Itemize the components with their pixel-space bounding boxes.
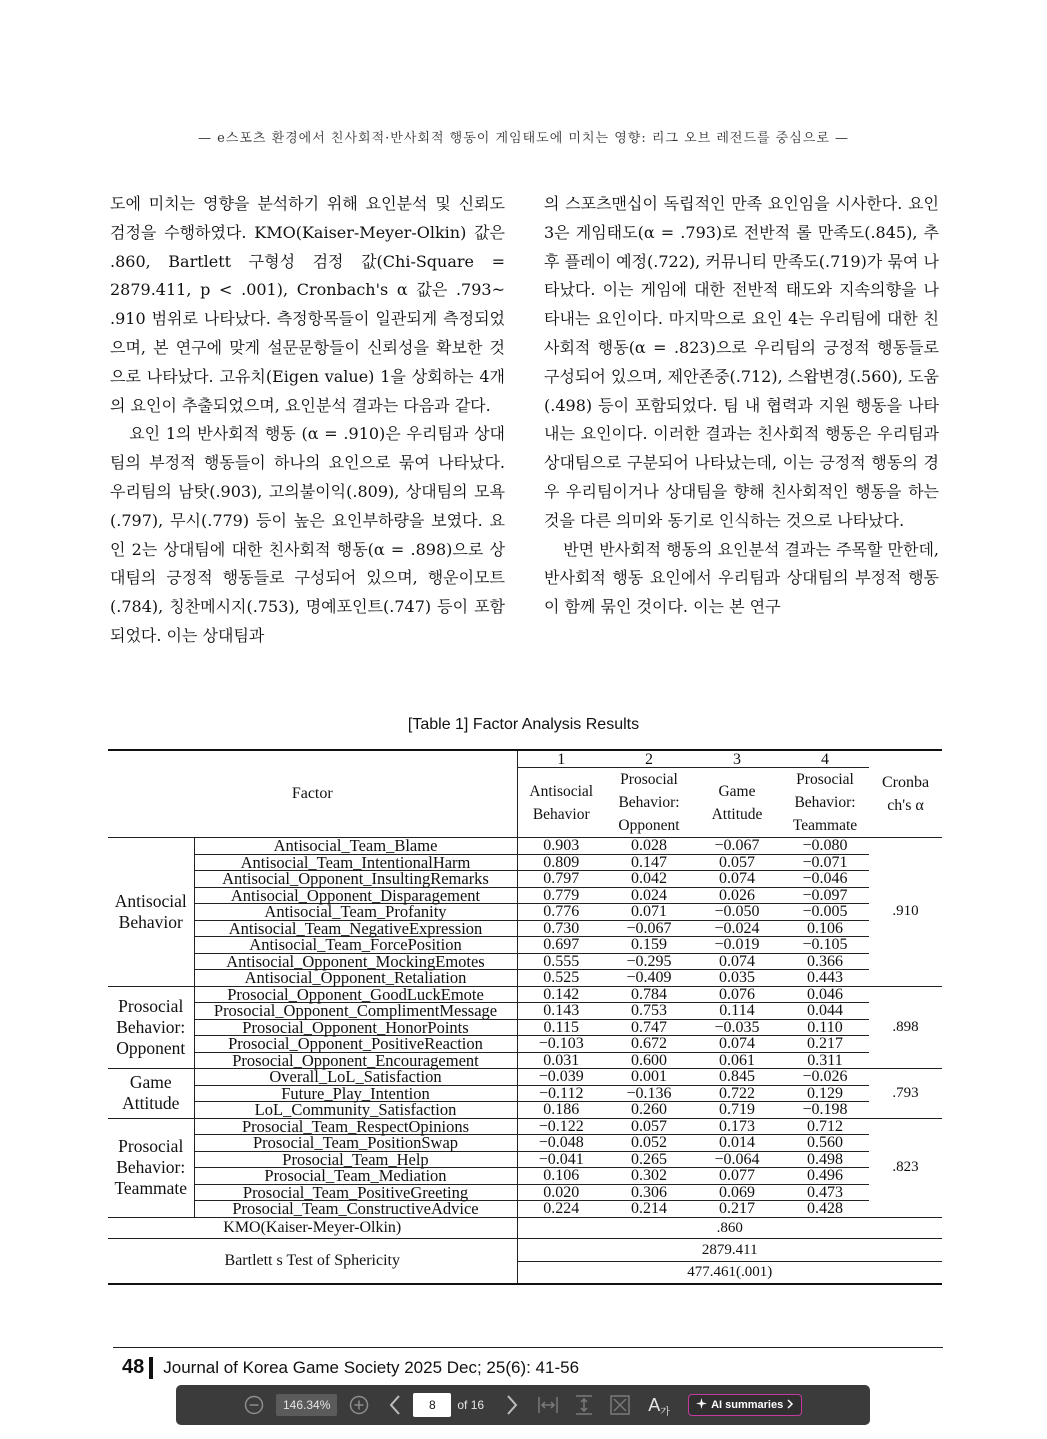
loading-value: −0.409 (605, 970, 693, 987)
table-caption: [Table 1] Factor Analysis Results (407, 716, 640, 733)
loading-value: 0.186 (517, 1102, 605, 1119)
group-label-line: Prosocial (118, 1136, 184, 1156)
loading-value: −0.071 (781, 854, 869, 871)
chevron-right-icon (787, 1399, 794, 1412)
loading-value: 0.555 (517, 953, 605, 970)
loading-value: 0.042 (605, 871, 693, 888)
item-label: Prosocial_Opponent_HonorPoints (194, 1019, 517, 1036)
loading-value: 0.525 (517, 970, 605, 987)
loading-value: −0.097 (781, 887, 869, 904)
factor-group-label (108, 1118, 194, 1217)
loading-value: 0.074 (693, 1036, 781, 1053)
item-label: Antisocial_Opponent_Retaliation (194, 970, 517, 987)
factor-name-line: Attitude (711, 805, 763, 823)
item-label: Prosocial_Team_PositionSwap (194, 1135, 517, 1152)
table-row (108, 887, 942, 904)
alpha-header-line: Cronba (881, 774, 930, 791)
loading-value: 0.217 (781, 1036, 869, 1053)
loading-value: 0.031 (517, 1052, 605, 1069)
zoom-out-icon[interactable] (242, 1393, 266, 1417)
loading-value: 0.473 (781, 1184, 869, 1201)
item-label: Antisocial_Opponent_Disparagement (194, 887, 517, 904)
item-label: Overall_LoL_Satisfaction (194, 1069, 517, 1086)
loading-value: 0.311 (781, 1052, 869, 1069)
table-row (108, 904, 942, 921)
factor-name-line: Behavior: (794, 794, 856, 811)
page-total: of 16 (457, 1398, 485, 1412)
loading-value: 0.428 (781, 1201, 869, 1218)
prev-page-icon[interactable] (383, 1393, 407, 1417)
item-label: LoL_Community_Satisfaction (194, 1102, 517, 1119)
loading-value: −0.122 (517, 1118, 605, 1135)
table-row (108, 871, 942, 888)
loading-value: 0.074 (693, 871, 781, 888)
loading-value: 0.260 (605, 1102, 693, 1119)
loading-value: −0.046 (781, 871, 869, 888)
loading-value: 0.076 (693, 986, 781, 1003)
loading-value: −0.067 (605, 920, 693, 937)
item-label: Prosocial_Team_Help (194, 1151, 517, 1168)
loading-value: −0.136 (605, 1085, 693, 1102)
loading-value: 0.114 (693, 1003, 781, 1020)
loading-value: 0.600 (605, 1052, 693, 1069)
loading-value: 0.722 (693, 1085, 781, 1102)
loading-value: 0.057 (693, 854, 781, 871)
factor-number-header: 4 (781, 750, 869, 768)
loading-value: 0.071 (605, 904, 693, 921)
bartlett-row (108, 1238, 942, 1261)
loading-value: −0.198 (781, 1102, 869, 1119)
factor-name-header (605, 768, 693, 838)
loading-value: 0.020 (517, 1184, 605, 1201)
item-label: Antisocial_Opponent_InsultingRemarks (194, 871, 517, 888)
fit-page-icon[interactable] (608, 1393, 632, 1417)
loading-value: 0.014 (693, 1135, 781, 1152)
loading-value: 0.044 (781, 1003, 869, 1020)
body-column-left (110, 190, 505, 651)
item-label: Antisocial_Team_Blame (194, 838, 517, 855)
loading-value: −0.024 (693, 920, 781, 937)
table-row (108, 1102, 942, 1119)
loading-value: −0.080 (781, 838, 869, 855)
running-header: — e스포츠 환경에서 친사회적·반사회적 행동이 게임태도에 미치는 영향: 리그 오브 레전드를 중심으로 — (197, 131, 850, 146)
factor-group-label (108, 986, 194, 1069)
group-label-line: Prosocial (118, 995, 184, 1016)
factor-name-header (781, 768, 869, 838)
loading-value: 0.730 (517, 920, 605, 937)
zoom-level[interactable]: 146.34% (276, 1394, 337, 1416)
bartlett-df-p: 477.461(.001) (517, 1261, 942, 1284)
loading-value: 0.779 (517, 887, 605, 904)
factor-name-header (693, 768, 781, 838)
group-label-line: Behavior: (116, 1157, 186, 1177)
table-row (108, 1069, 942, 1086)
paragraph: 도에 미치는 영향을 분석하기 위해 요인분석 및 신뢰도 검정을 수행하였다. KMO(Kaiser-Meyer-Olkin) 값은 .860, Bartlett 구형성 검정 값(Chi-Square = 2879.411, p < .001), Cronbach's α 값은 .793~ .910 범위로 나타났다. 측정항목들이 일관되게 측정되었으며, 본 연구에 맞게 설문문항들이 신뢰성을 확보한 것으로 나타났다. 고유치(Eigen value) 1을 상회하는 4개의 요인이 추출되었으며, 요인분석 결과는 다음과 같다. (110, 194, 505, 415)
loading-value: −0.295 (605, 953, 693, 970)
item-label: Prosocial_Team_Mediation (194, 1168, 517, 1185)
loading-value: −0.103 (517, 1036, 605, 1053)
loading-value: 0.797 (517, 871, 605, 888)
item-label: Future_Play_Intention (194, 1085, 517, 1102)
loading-value: −0.048 (517, 1135, 605, 1152)
item-label: Prosocial_Opponent_PositiveReaction (194, 1036, 517, 1053)
item-label: Antisocial_Opponent_MockingEmotes (194, 953, 517, 970)
loading-value: 0.747 (605, 1019, 693, 1036)
fit-height-icon[interactable] (572, 1393, 596, 1417)
loading-value: 0.147 (605, 854, 693, 871)
loading-value: 0.784 (605, 986, 693, 1003)
kmo-label: KMO(Kaiser-Meyer-Olkin) (108, 1217, 517, 1238)
bartlett-chi-square: 2879.411 (517, 1238, 942, 1261)
loading-value: 0.366 (781, 953, 869, 970)
table-row (108, 1052, 942, 1069)
loading-value: 0.115 (517, 1019, 605, 1036)
loading-value: −0.026 (781, 1069, 869, 1086)
loading-value: −0.005 (781, 904, 869, 921)
loading-value: 0.753 (605, 1003, 693, 1020)
table-row (108, 1036, 942, 1053)
loading-value: −0.035 (693, 1019, 781, 1036)
loading-value: 0.106 (517, 1168, 605, 1185)
loading-value: 0.077 (693, 1168, 781, 1185)
translate-sub-glyph: 가 (660, 1406, 670, 1418)
table-header-row (108, 750, 942, 768)
group-label-line: Behavior: (116, 1016, 186, 1037)
paragraph: 의 스포츠맨십이 독립적인 만족 요인임을 시사한다. 요인 3은 게임태도(α = .793)로 전반적 롤 만족도(.845), 추후 플레이 예정(.722), 커뮤니티 만족도(.719)가 묶여 나타났다. 이는 게임에 대한 전반적 태도와 지속의향을 나타내는 요인이다. 마지막으로 요인 4는 우리팀에 대한 친사회적 행동(α = .823)으로 우리팀의 긍정적 행동들로 구성되어 있으며, 제안존중(.712), 스왑변경(.560), 도움(.498) 등이 포함되었다. 팀 내 협력과 지원 행동을 나타내는 요인이다. 이러한 결과는 친사회적 행동은 우리팀과 상대팀으로 구분되어 나타났는데, 이는 긍정적 행동의 경우 우리팀이거나 상대팀을 향해 친사회적인 행동을 하는 것을 다른 의미와 동기로 인식하는 것으로 나타났다. (544, 194, 939, 530)
table-row (108, 838, 942, 855)
factor-number-header: 1 (517, 750, 605, 768)
loading-value: 0.052 (605, 1135, 693, 1152)
cronbach-alpha-header (869, 750, 942, 838)
loading-value: −0.105 (781, 937, 869, 954)
loading-value: 0.069 (693, 1184, 781, 1201)
loading-value: −0.050 (693, 904, 781, 921)
loading-value: 0.443 (781, 970, 869, 987)
loading-value: 0.028 (605, 838, 693, 855)
translate-icon[interactable] (644, 1393, 674, 1417)
loading-value: −0.112 (517, 1085, 605, 1102)
factor-analysis-table (108, 749, 942, 1285)
loading-value: −0.041 (517, 1151, 605, 1168)
item-label: Prosocial_Opponent_GoodLuckEmote (194, 986, 517, 1003)
table-row (108, 1003, 942, 1020)
factor-name-line: Prosocial (620, 771, 678, 788)
loading-value: 0.106 (781, 920, 869, 937)
table-row (108, 1168, 942, 1185)
group-label-line: Attitude (122, 1093, 180, 1114)
item-label: Prosocial_Team_ConstructiveAdvice (194, 1201, 517, 1218)
page-footer (122, 1356, 579, 1379)
item-label: Antisocial_Team_IntentionalHarm (194, 854, 517, 871)
page-number-input[interactable] (413, 1393, 451, 1417)
table-row (108, 1135, 942, 1152)
footer-divider (149, 1357, 153, 1379)
loading-value: 0.845 (693, 1069, 781, 1086)
table-row (108, 1201, 942, 1218)
table-row (108, 1118, 942, 1135)
factor-name-line: Game (718, 782, 756, 800)
loading-value: −0.039 (517, 1069, 605, 1086)
kmo-row (108, 1217, 942, 1238)
translate-glyph: A (648, 1394, 661, 1415)
ai-summaries-label: AI summaries (711, 1399, 784, 1411)
cronbach-alpha-value: .910 (869, 838, 942, 987)
item-label: Antisocial_Team_Profanity (194, 904, 517, 921)
factor-name-line: Behavior: (618, 794, 680, 811)
loading-value: 0.265 (605, 1151, 693, 1168)
loading-value: 0.214 (605, 1201, 693, 1218)
table-row (108, 970, 942, 987)
loading-value: 0.061 (693, 1052, 781, 1069)
loading-value: 0.776 (517, 904, 605, 921)
group-label-line: Antisocial (114, 890, 187, 911)
factor-name-line: Behavior (532, 805, 590, 823)
factor-header: Factor (108, 750, 517, 838)
paragraph: 요인 1의 반사회적 행동 (α = .910)은 우리팀과 상대팀의 부정적 행동들이 하나의 요인으로 묶여 나타났다. 우리팀의 남탓(.903), 고의불이익(.809), 상대팀의 모욕(.797), 무시(.779) 등이 높은 요인부하량을 보였다. 요인 2는 상대팀에 대한 친사회적 행동(α = .898)으로 상대팀의 긍정적 행동들로 구성되어 있으며, 행운이모트(.784), 칭찬메시지(.753), 명예포인트(.747) 등이 포함되었다. 이는 상대팀과 (110, 424, 505, 645)
factor-number-header: 2 (605, 750, 693, 768)
item-label: Antisocial_Team_NegativeExpression (194, 920, 517, 937)
table-row (108, 1085, 942, 1102)
group-label-line: Teammate (114, 1178, 188, 1198)
factor-group-label (108, 1069, 194, 1119)
cronbach-alpha-value: .823 (869, 1118, 942, 1217)
loading-value: 0.719 (693, 1102, 781, 1119)
loading-value: 0.159 (605, 937, 693, 954)
bartlett-label: Bartlett s Test of Sphericity (108, 1238, 517, 1284)
loading-value: 0.498 (781, 1151, 869, 1168)
item-label: Prosocial_Opponent_Encouragement (194, 1052, 517, 1069)
loading-value: 0.024 (605, 887, 693, 904)
factor-name-header (517, 768, 605, 838)
loading-value: 0.560 (781, 1135, 869, 1152)
loading-value: 0.046 (781, 986, 869, 1003)
loading-value: −0.064 (693, 1151, 781, 1168)
item-label: Prosocial_Opponent_ComplimentMessage (194, 1003, 517, 1020)
fit-width-icon[interactable] (536, 1393, 560, 1417)
ai-summaries-button[interactable] (688, 1394, 802, 1416)
table-row (108, 1151, 942, 1168)
loading-value: 0.697 (517, 937, 605, 954)
loading-value: 0.306 (605, 1184, 693, 1201)
footer-rule (113, 1347, 943, 1348)
factor-name-line: Opponent (618, 817, 680, 834)
factor-group-label (108, 838, 194, 987)
factor-name-line: Prosocial (796, 771, 854, 788)
paragraph: 반면 반사회적 행동의 요인분석 결과는 주목할 만한데, 반사회적 행동 요인에서 우리팀과 상대팀의 부정적 행동이 함께 묶인 것이다. 이는 본 연구 (544, 539, 939, 617)
loading-value: 0.217 (693, 1201, 781, 1218)
factor-name-line: Teammate (792, 817, 858, 834)
table-row (108, 920, 942, 937)
item-label: Prosocial_Team_RespectOpinions (194, 1118, 517, 1135)
journal-citation: Journal of Korea Game Society 2025 Dec; 25(6): 41-56 (163, 1357, 580, 1377)
loading-value: 0.302 (605, 1168, 693, 1185)
next-page-icon[interactable] (500, 1393, 524, 1417)
loading-value: 0.110 (781, 1019, 869, 1036)
zoom-in-icon[interactable] (347, 1393, 371, 1417)
item-label: Prosocial_Team_PositiveGreeting (194, 1184, 517, 1201)
loading-value: 0.672 (605, 1036, 693, 1053)
loading-value: 0.129 (781, 1085, 869, 1102)
body-column-right (544, 190, 939, 622)
loading-value: 0.026 (693, 887, 781, 904)
loading-value: 0.496 (781, 1168, 869, 1185)
loading-value: 0.809 (517, 854, 605, 871)
item-label: Antisocial_Team_ForcePosition (194, 937, 517, 954)
factor-name-line: Antisocial (529, 782, 594, 800)
cronbach-alpha-value: .898 (869, 986, 942, 1069)
loading-value: 0.712 (781, 1118, 869, 1135)
group-label-line: Opponent (116, 1037, 186, 1058)
table-row (108, 937, 942, 954)
loading-value: −0.067 (693, 838, 781, 855)
loading-value: 0.903 (517, 838, 605, 855)
loading-value: 0.143 (517, 1003, 605, 1020)
factor-number-header: 3 (693, 750, 781, 768)
pdf-viewer-toolbar (176, 1385, 870, 1425)
table-row (108, 953, 942, 970)
kmo-value: .860 (517, 1217, 942, 1238)
group-label-line: Game (129, 1072, 172, 1093)
loading-value: 0.224 (517, 1201, 605, 1218)
cronbach-alpha-value: .793 (869, 1069, 942, 1119)
loading-value: 0.001 (605, 1069, 693, 1086)
loading-value: 0.173 (693, 1118, 781, 1135)
loading-value: 0.142 (517, 986, 605, 1003)
loading-value: −0.019 (693, 937, 781, 954)
sparkle-icon (696, 1398, 707, 1412)
loading-value: 0.074 (693, 953, 781, 970)
group-label-line: Behavior (118, 911, 183, 932)
loading-value: 0.057 (605, 1118, 693, 1135)
loading-value: 0.035 (693, 970, 781, 987)
page-number: 48 (122, 1356, 145, 1378)
alpha-header-line: ch's α (887, 797, 924, 814)
